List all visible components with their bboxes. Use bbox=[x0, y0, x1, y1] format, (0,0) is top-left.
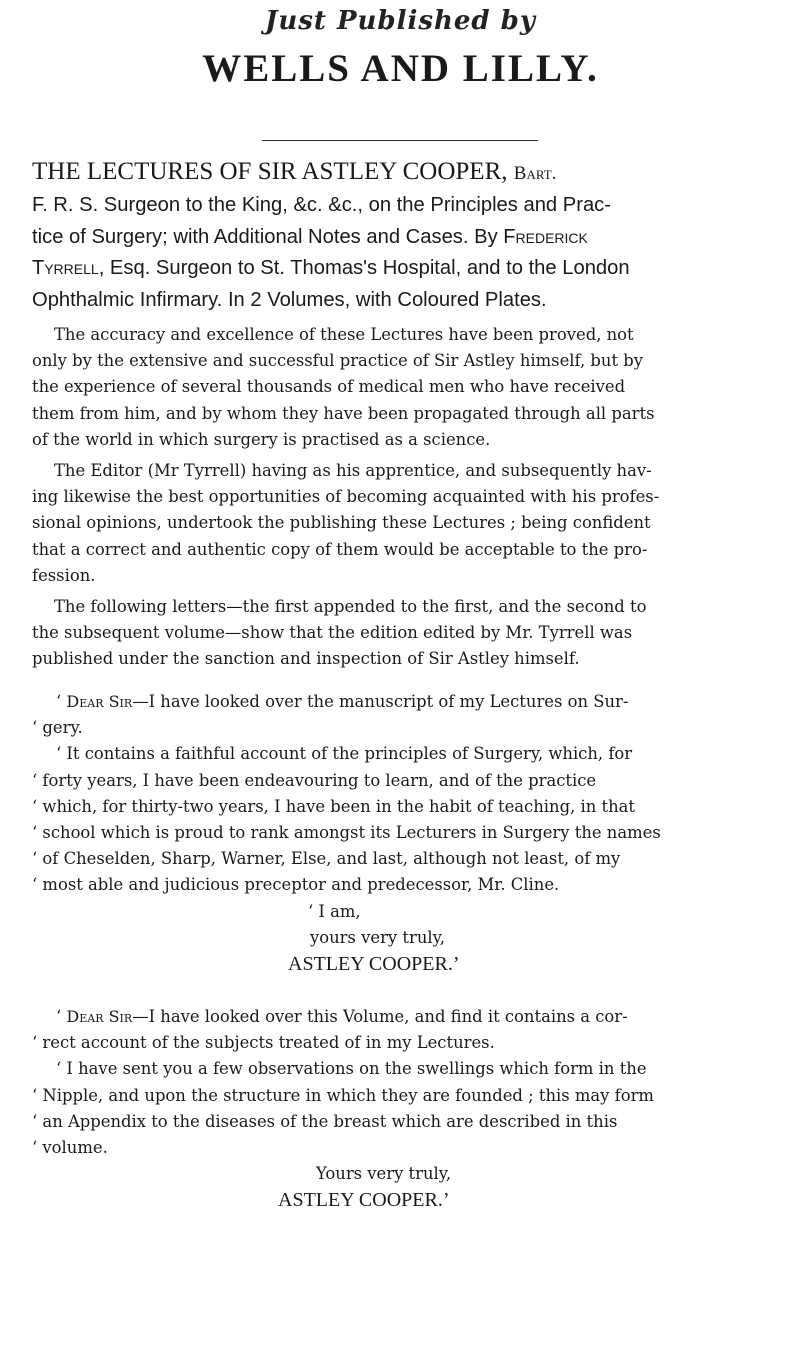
desc-text: , Esq. Surgeon to St. Thomas's Hospital, and to the London bbox=[98, 257, 630, 279]
salutation: Dear Sir bbox=[66, 1007, 133, 1026]
letter-line: ‘ an Appendix to the diseases of the breast which are described in this bbox=[32, 1111, 618, 1131]
signature: ASTLEY COOPER.’ bbox=[278, 1189, 450, 1212]
closing-line: ‘ I am, bbox=[308, 901, 361, 921]
closing-line: yours very truly, bbox=[310, 927, 445, 947]
closing-line: Yours very truly, bbox=[316, 1164, 452, 1184]
letter-line: ‘ rect account of the subjects treated of in my Lectures. bbox=[32, 1033, 495, 1053]
publisher-name: WELLS AND LILLY. bbox=[202, 47, 599, 90]
book-title-bart: Bart. bbox=[513, 163, 557, 184]
book-title-main: THE LECTURES OF SIR ASTLEY COOPER, bbox=[32, 158, 508, 185]
text-line: The accuracy and excellence of these Lectures have been proved, not bbox=[54, 325, 634, 344]
text-line: that a correct and authentic copy of them would be acceptable to the pro- bbox=[32, 539, 648, 559]
letter-line: ‘ It contains a faithful account of the principles of Surgery, which, for bbox=[56, 744, 633, 764]
salutation: Dear Sir bbox=[66, 692, 133, 711]
text-line: them from him, and by whom they have been propagated through all parts bbox=[32, 403, 655, 423]
letter-line: ‘ gery. bbox=[32, 718, 83, 738]
letter-line: ‘ forty years, I have been endeavouring to learn, and of the practice bbox=[32, 770, 597, 790]
text-line: of the world in which surgery is practised as a science. bbox=[32, 429, 491, 449]
letter-line: ‘ volume. bbox=[32, 1137, 108, 1157]
letter-text: —I have looked over this Volume, and find it contains a cor- bbox=[132, 1007, 628, 1026]
desc-line: F. R. S. Surgeon to the King, &c. &c., on the Principles and Prac- bbox=[32, 194, 611, 216]
letter-line: ‘ most able and judicious preceptor and predecessor, Mr. Cline. bbox=[32, 875, 560, 895]
text-line: published under the sanction and inspection of Sir Astley himself. bbox=[32, 649, 580, 669]
letter-1 bbox=[32, 689, 792, 977]
author-surname: Tyrrell bbox=[32, 257, 99, 279]
divider-rule bbox=[262, 140, 538, 141]
paragraph-2 bbox=[32, 458, 792, 589]
letter-2 bbox=[32, 1004, 792, 1214]
desc-line bbox=[32, 253, 792, 285]
paragraph-1 bbox=[32, 322, 792, 453]
paragraph-3 bbox=[32, 594, 792, 673]
letter-line: ‘ Nipple, and upon the structure in which they are founded ; this may form bbox=[32, 1085, 654, 1105]
letter-line: ‘ I have sent you a few observations on the swellings which form in the bbox=[56, 1059, 647, 1079]
desc-line bbox=[32, 222, 792, 254]
book-title bbox=[32, 157, 792, 189]
text-line: only by the extensive and successful practice of Sir Astley himself, but by bbox=[32, 351, 644, 371]
letter-line: ‘ of Cheselden, Sharp, Warner, Else, and last, although not least, of my bbox=[32, 849, 621, 869]
letter-line: ‘ Dear Sir—I have looked over this Volume, and find it contains a cor- bbox=[56, 1007, 628, 1026]
letter-line: ‘ which, for thirty-two years, I have been in the habit of teaching, in that bbox=[32, 796, 636, 816]
desc-text: tice of Surgery; with Additional Notes and Cases. By bbox=[32, 225, 498, 248]
signature: ASTLEY COOPER.’ bbox=[288, 952, 460, 975]
text-line: The Editor (Mr Tyrrell) having as his apprentice, and subsequently hav- bbox=[54, 461, 652, 480]
desc-line: Ophthalmic Infirmary. In 2 Volumes, with Coloured Plates. bbox=[32, 288, 547, 311]
text-line: fession. bbox=[32, 565, 96, 585]
text-line: ing likewise the best opportunities of becoming acquainted with his profes- bbox=[32, 487, 660, 507]
author-first-name: Frederick bbox=[503, 225, 588, 248]
letter-line: ‘ school which is proud to rank amongst its Lecturers in Surgery the names bbox=[32, 822, 661, 842]
text-line: sional opinions, undertook the publishing these Lectures ; being confident bbox=[32, 513, 651, 533]
letter-line: ‘ Dear Sir—I have looked over the manuscript of my Lectures on Sur- bbox=[56, 692, 629, 711]
text-line: the experience of several thousands of medical men who have received bbox=[32, 377, 626, 397]
text-line: The following letters—the first appended to the first, and the second to bbox=[54, 597, 647, 616]
text-line: the subsequent volume—show that the edition edited by Mr. Tyrrell was bbox=[32, 623, 633, 643]
book-description bbox=[32, 190, 792, 316]
publisher-heading-blackletter: Just Published by bbox=[265, 6, 536, 36]
letter-text: —I have looked over the manuscript of my Lectures on Sur- bbox=[132, 692, 629, 711]
